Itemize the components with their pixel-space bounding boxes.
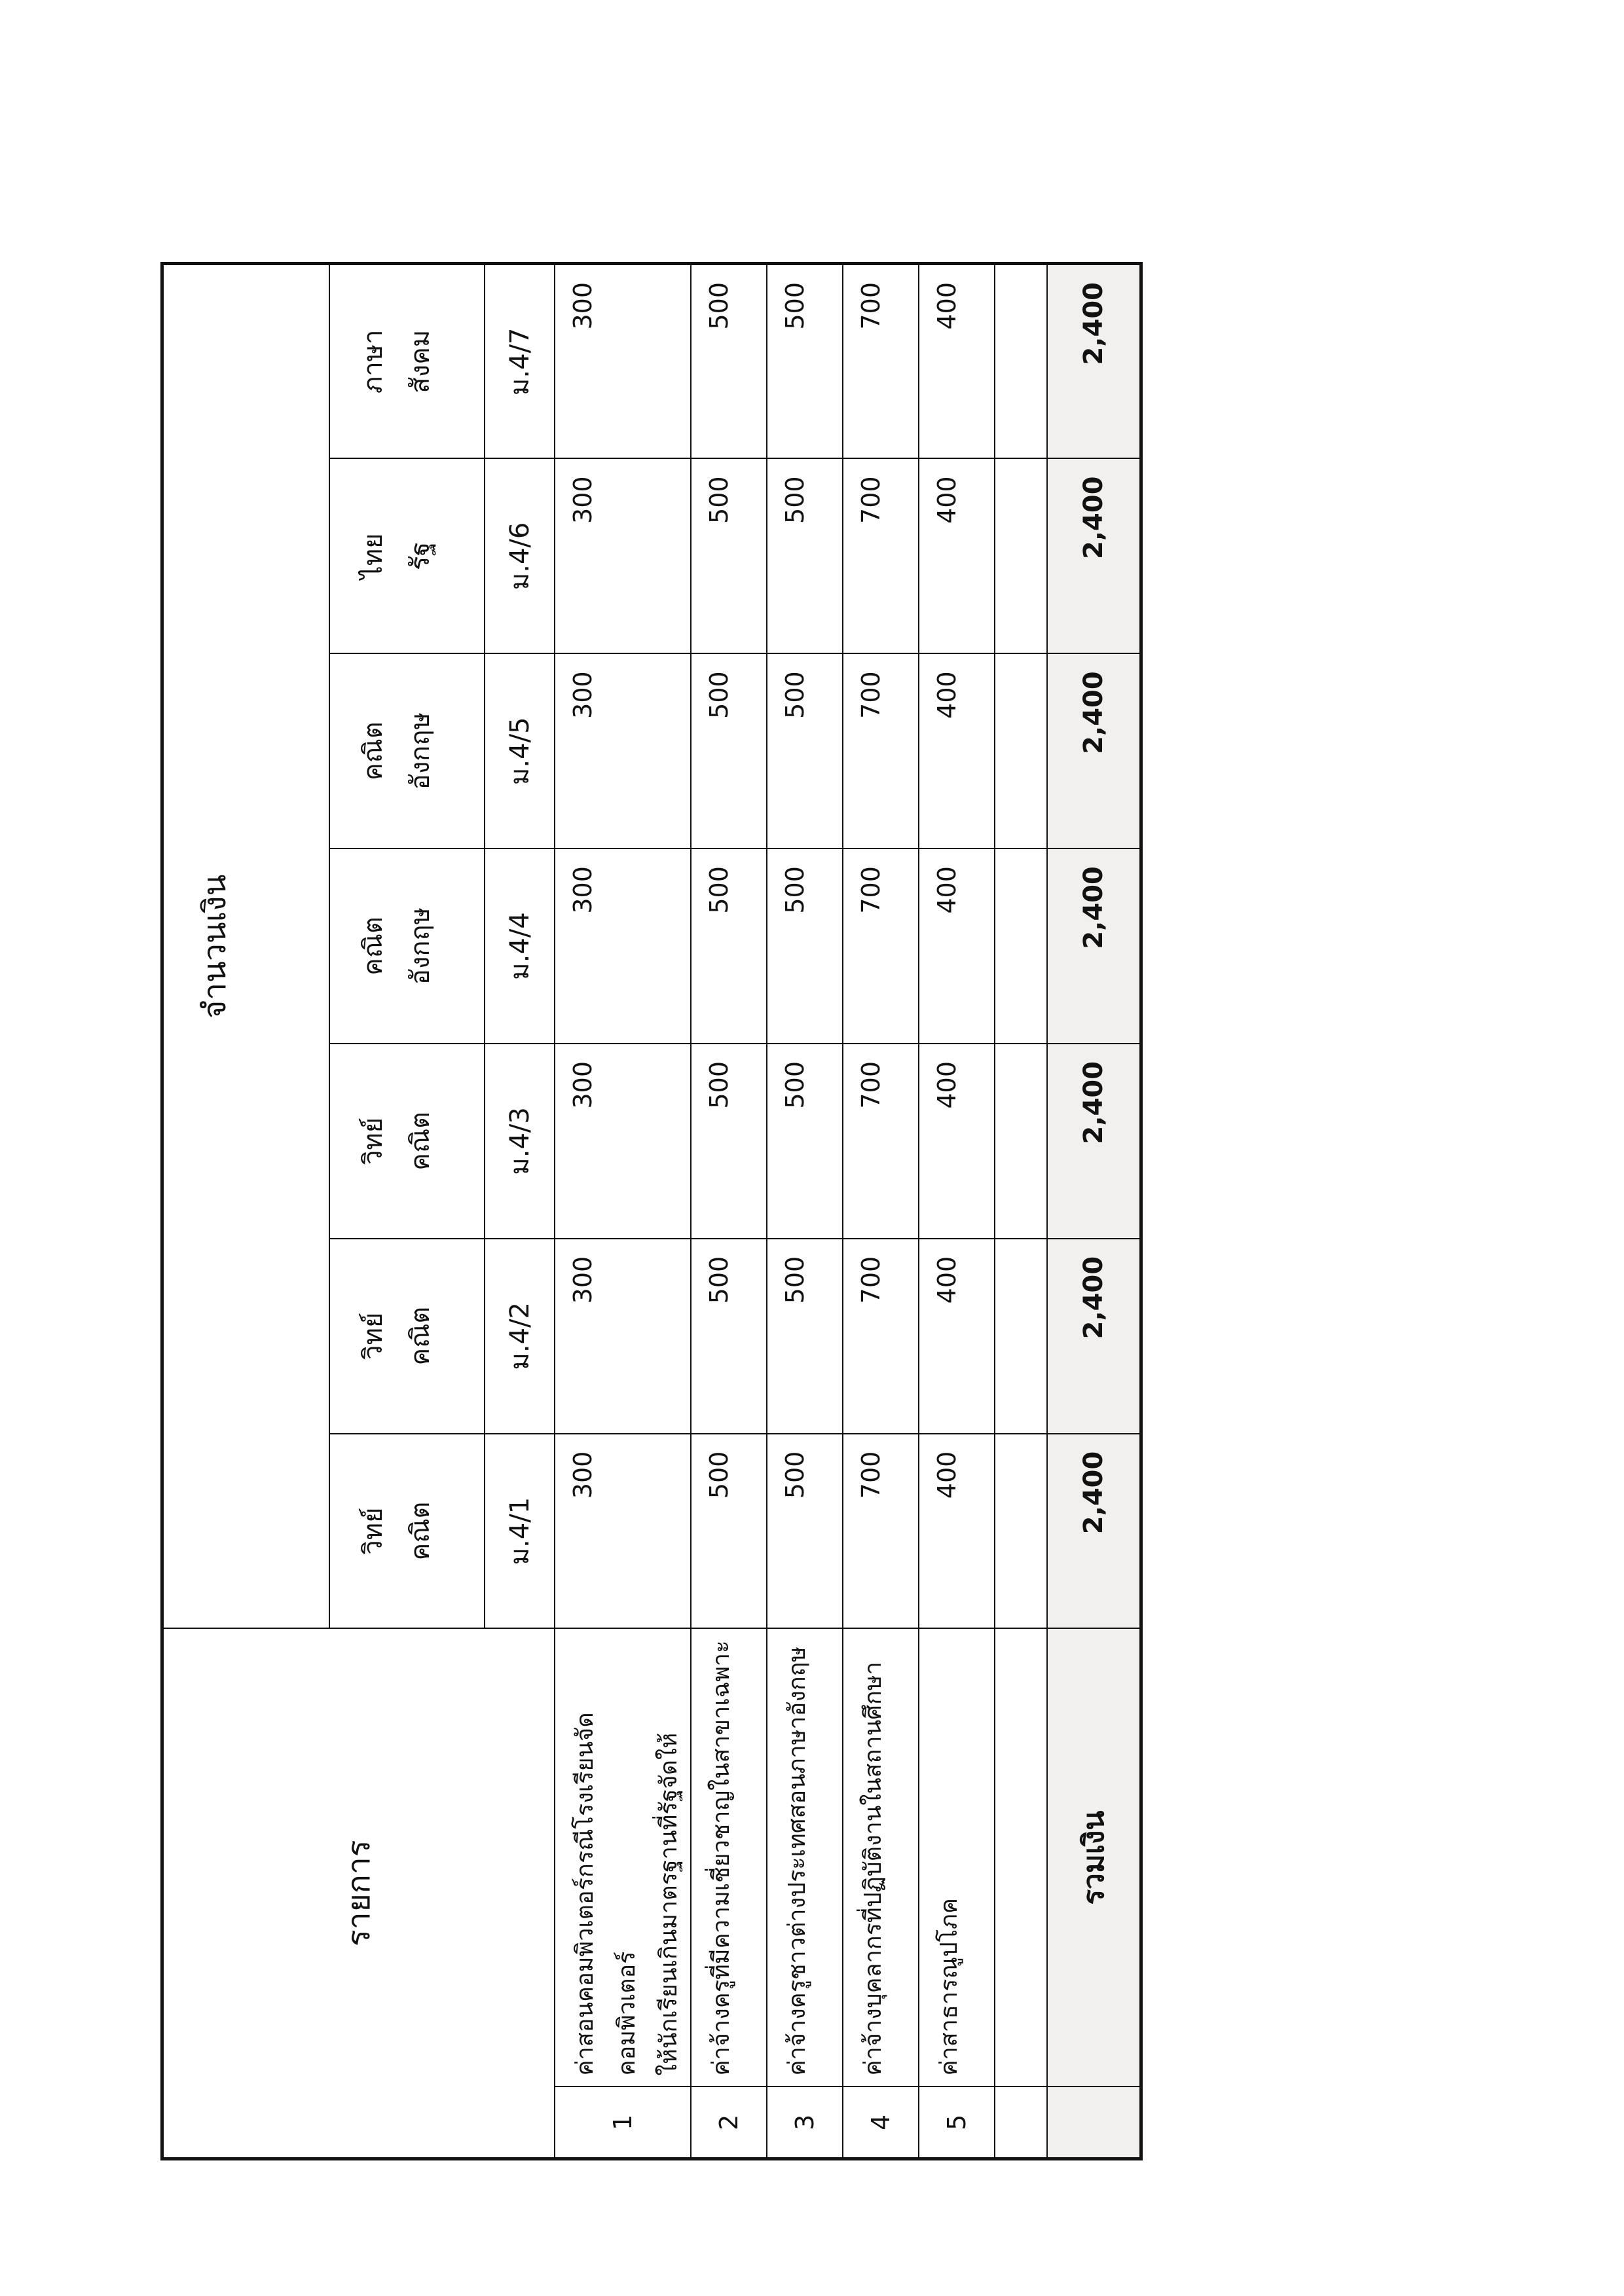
row-number: 1 [555, 2087, 691, 2159]
table-row [555, 264, 691, 2159]
col-subject: วิทย์ คณิต [329, 1434, 485, 1629]
row-item: ค่าสอนคอมพิวเตอร์กรณีโรงเรียนจัดคอมพิวเตอร์ ให้นักเรียนเกินมาตรฐานที่รัฐจัดให้ [555, 1629, 691, 2087]
table-row [767, 264, 843, 2159]
col-subject: ไทย รัฐ [329, 458, 485, 653]
col-class: ม.4/6 [485, 458, 555, 653]
cell-amount: 500 [691, 848, 767, 1044]
cell-amount: 500 [691, 1239, 767, 1434]
cell-amount: 500 [767, 653, 843, 848]
cell-amount: 500 [691, 458, 767, 653]
total-value: 2,400 [1047, 1044, 1141, 1239]
col-subject: คณิต อังกฤษ [329, 848, 485, 1044]
col-class: ม.4/2 [485, 1239, 555, 1434]
total-value: 2,400 [1047, 1239, 1141, 1434]
header-amount: จำนวนเงิน [162, 264, 329, 1629]
cell-amount: 300 [555, 458, 691, 653]
row-number: 2 [691, 2087, 767, 2159]
cell-amount: 700 [843, 458, 919, 653]
col-class: ม.4/1 [485, 1434, 555, 1629]
cell-amount: 500 [691, 1044, 767, 1239]
cell-amount: 500 [767, 458, 843, 653]
col-class: ม.4/4 [485, 848, 555, 1044]
total-value: 2,400 [1047, 653, 1141, 848]
cell-amount: 500 [691, 653, 767, 848]
cell-amount: 400 [919, 458, 995, 653]
col-class: ม.4/3 [485, 1044, 555, 1239]
total-value: 2,400 [1047, 1434, 1141, 1629]
table-row [691, 264, 767, 2159]
cell-amount: 500 [767, 1044, 843, 1239]
row-item: ค่าจ้างครูที่มีความเชี่ยวชาญในสาขาเฉพาะ [691, 1629, 767, 2087]
budget-table [160, 262, 1143, 2160]
cell-amount: 400 [919, 1044, 995, 1239]
table-row-empty [995, 264, 1047, 2159]
row-item: ค่าสาธารณูปโภค [919, 1629, 995, 2087]
cell-amount: 400 [919, 1239, 995, 1434]
row-number: 4 [843, 2087, 919, 2159]
cell-amount: 700 [843, 653, 919, 848]
table-row [919, 264, 995, 2159]
cell-amount: 300 [555, 264, 691, 459]
rotated-page [160, 262, 1111, 2160]
total-row [1047, 264, 1141, 2159]
table-row [843, 264, 919, 2159]
cell-amount: 300 [555, 1434, 691, 1629]
cell-amount: 300 [555, 1044, 691, 1239]
row-number: 3 [767, 2087, 843, 2159]
col-class: ม.4/7 [485, 264, 555, 459]
cell-amount: 500 [767, 1239, 843, 1434]
col-subject: ภาษา สังคม [329, 264, 485, 459]
cell-amount: 500 [767, 1434, 843, 1629]
cell-amount: 300 [555, 653, 691, 848]
header-items: รายการ [162, 1629, 555, 2159]
cell-amount: 300 [555, 848, 691, 1044]
cell-amount: 400 [919, 848, 995, 1044]
total-value: 2,400 [1047, 848, 1141, 1044]
cell-amount: 400 [919, 264, 995, 459]
total-value: 2,400 [1047, 264, 1141, 459]
col-subject: วิทย์ คณิต [329, 1044, 485, 1239]
cell-amount: 500 [691, 1434, 767, 1629]
total-label: รวมเงิน [1047, 1629, 1141, 2087]
col-class: ม.4/5 [485, 653, 555, 848]
cell-amount: 700 [843, 1434, 919, 1629]
col-subject: วิทย์ คณิต [329, 1239, 485, 1434]
cell-amount: 500 [691, 264, 767, 459]
cell-amount: 700 [843, 848, 919, 1044]
cell-amount: 700 [843, 264, 919, 459]
cell-amount: 700 [843, 1044, 919, 1239]
row-item: ค่าจ้างครูชาวต่างประเทศสอนภาษาอังกฤษ [767, 1629, 843, 2087]
cell-amount: 400 [919, 653, 995, 848]
cell-amount: 400 [919, 1434, 995, 1629]
cell-amount: 300 [555, 1239, 691, 1434]
row-number: 5 [919, 2087, 995, 2159]
col-subject: คณิต อังกฤษ [329, 653, 485, 848]
total-value: 2,400 [1047, 458, 1141, 653]
row-item: ค่าจ้างบุคลากรที่ปฏิบัติงานในสถานศึกษา [843, 1629, 919, 2087]
cell-amount: 700 [843, 1239, 919, 1434]
cell-amount: 500 [767, 848, 843, 1044]
cell-amount: 500 [767, 264, 843, 459]
